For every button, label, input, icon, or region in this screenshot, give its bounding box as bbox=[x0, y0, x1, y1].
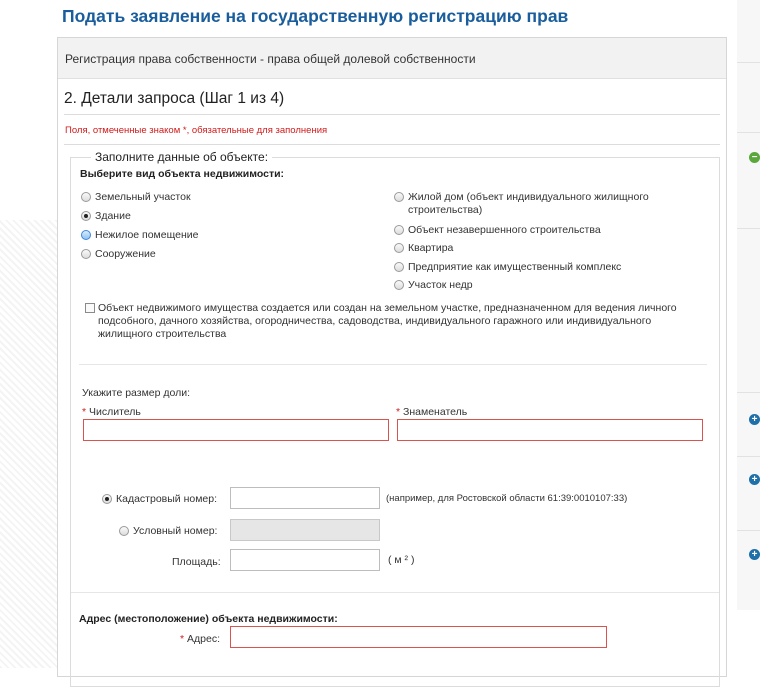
object-type-title: Выберите вид объекта недвижимости: bbox=[80, 168, 285, 180]
radio-cadastral-number[interactable] bbox=[102, 493, 217, 506]
object-fieldset bbox=[70, 150, 720, 687]
expand-icon[interactable]: + bbox=[749, 474, 760, 485]
radio-building[interactable] bbox=[81, 210, 131, 223]
address-label: * Адрес: bbox=[180, 633, 220, 645]
sidebar-divider bbox=[737, 62, 760, 63]
radio-label: Сооружение bbox=[95, 248, 156, 260]
numerator-label: * Числитель bbox=[82, 406, 141, 418]
fieldset-legend: Заполните данные об объекте: bbox=[91, 150, 272, 164]
radio-label: Участок недр bbox=[408, 279, 473, 291]
radio-button[interactable] bbox=[81, 249, 91, 259]
sidebar-divider bbox=[737, 132, 760, 133]
expand-icon[interactable]: + bbox=[749, 414, 760, 425]
collapse-icon[interactable]: − bbox=[749, 152, 760, 163]
radio-label: Здание bbox=[95, 210, 131, 222]
expand-icon[interactable]: + bbox=[749, 549, 760, 560]
radio-nonresidential[interactable] bbox=[81, 229, 198, 242]
radio-button[interactable] bbox=[102, 494, 112, 504]
radio-button[interactable] bbox=[394, 262, 404, 272]
radio-structure[interactable] bbox=[81, 248, 156, 261]
land-purpose-checkbox-row[interactable] bbox=[85, 302, 685, 341]
page-title: Подать заявление на государственную регистрацию прав bbox=[62, 6, 569, 26]
radio-button[interactable] bbox=[81, 192, 91, 202]
panel-header: Регистрация права собственности - права общей долевой собственности bbox=[58, 38, 726, 79]
land-purpose-checkbox[interactable] bbox=[85, 303, 95, 313]
right-sidebar bbox=[737, 0, 760, 610]
conditional-label: Условный номер: bbox=[133, 525, 218, 537]
share-title: Укажите размер доли: bbox=[82, 387, 191, 399]
denominator-label: * Знаменатель bbox=[396, 406, 468, 418]
divider bbox=[64, 114, 720, 115]
radio-unfinished[interactable] bbox=[394, 224, 601, 237]
radio-label: Жилой дом (объект индивидуального жилищного строительства) bbox=[408, 191, 649, 216]
area-input[interactable] bbox=[230, 549, 380, 571]
sidebar-divider bbox=[737, 456, 760, 457]
radio-button[interactable] bbox=[394, 225, 404, 235]
sidebar-divider bbox=[737, 530, 760, 531]
divider bbox=[71, 592, 719, 593]
area-unit: ( м ² ) bbox=[388, 554, 415, 566]
radio-label: Объект незавершенного строительства bbox=[408, 224, 601, 236]
radio-enterprise[interactable] bbox=[394, 261, 621, 274]
sidebar-divider bbox=[737, 228, 760, 229]
radio-label: Нежилое помещение bbox=[95, 229, 199, 241]
divider bbox=[79, 364, 707, 365]
background-pattern bbox=[0, 220, 60, 668]
radio-subsoil[interactable] bbox=[394, 279, 473, 292]
checkbox-label: Объект недвижимого имущества создается или создан на земельном участке, предназначенном для ведения личного подсобного, дачного хозяйства, огородничества, садоводства, индивидуального гаражного или индивидуального жилищного строительства bbox=[98, 302, 677, 340]
radio-house[interactable] bbox=[394, 191, 679, 217]
radio-button[interactable] bbox=[394, 243, 404, 253]
radio-label: Квартира bbox=[408, 242, 454, 254]
address-title: Адрес (местоположение) объекта недвижимости: bbox=[79, 613, 338, 625]
radio-apartment[interactable] bbox=[394, 242, 453, 255]
area-label: Площадь: bbox=[172, 556, 221, 568]
step-title: 2. Детали запроса (Шаг 1 из 4) bbox=[64, 90, 285, 107]
radio-button[interactable] bbox=[394, 280, 404, 290]
radio-land-plot[interactable] bbox=[81, 191, 191, 204]
cadastral-label: Кадастровый номер: bbox=[116, 493, 218, 505]
radio-conditional-number[interactable] bbox=[119, 525, 217, 538]
denominator-input[interactable] bbox=[397, 419, 703, 441]
radio-button[interactable] bbox=[81, 211, 91, 221]
request-panel bbox=[57, 37, 727, 677]
address-input[interactable] bbox=[230, 626, 607, 648]
radio-label: Предприятие как имущественный комплекс bbox=[408, 261, 622, 273]
radio-label: Земельный участок bbox=[95, 191, 191, 203]
cadastral-number-input[interactable] bbox=[230, 487, 380, 509]
radio-button[interactable] bbox=[81, 230, 91, 240]
conditional-number-input[interactable] bbox=[230, 519, 380, 541]
sidebar-divider bbox=[737, 392, 760, 393]
radio-button[interactable] bbox=[119, 526, 129, 536]
cadastral-hint: (например, для Ростовской области 61:39:0010107:33) bbox=[386, 493, 628, 504]
divider bbox=[64, 144, 720, 145]
radio-button[interactable] bbox=[394, 192, 404, 202]
numerator-input[interactable] bbox=[83, 419, 389, 441]
required-note: Поля, отмеченные знаком *, обязательные для заполнения bbox=[65, 125, 328, 136]
